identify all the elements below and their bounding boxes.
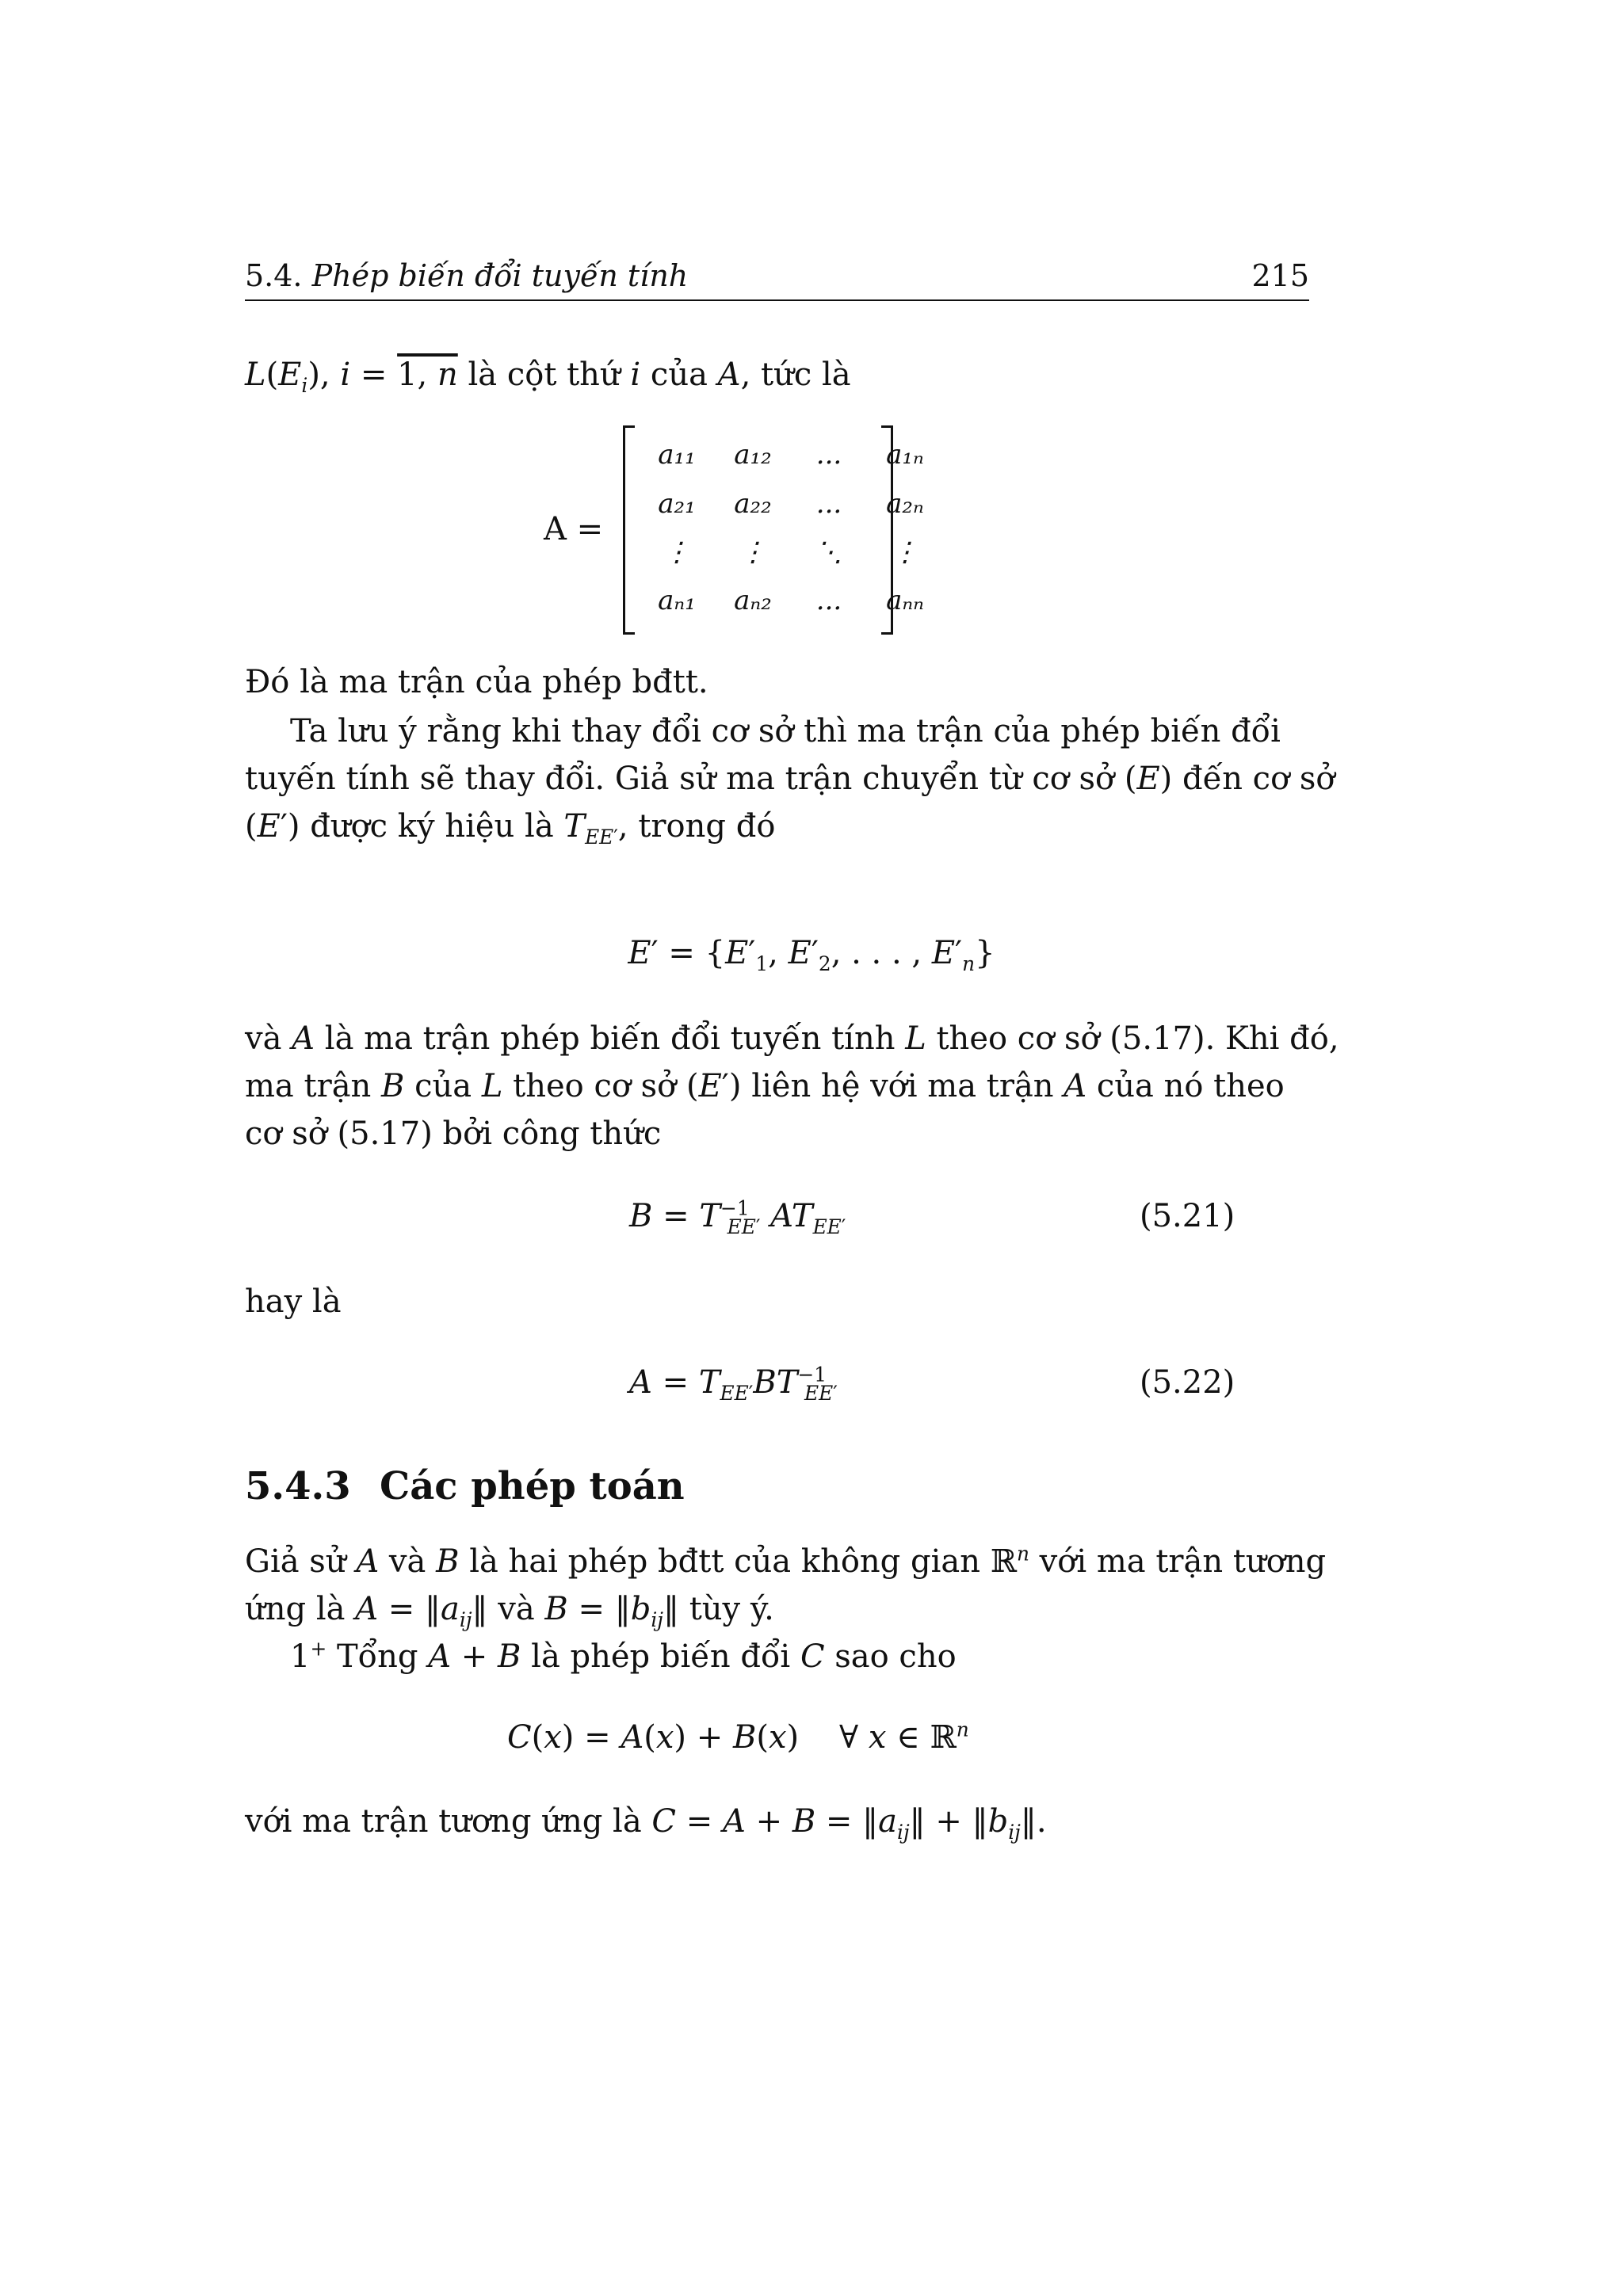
paragraph-line: tuyến tính sẽ thay đổi. Giả sử ma trận chuyển từ cơ sở (E) đến cơ sở	[245, 761, 1335, 797]
running-header	[245, 252, 1309, 301]
section-number: 5.4.3	[245, 1464, 351, 1508]
paragraph-line: Giả sử A và B là hai phép bđtt của không gian ℝ$^n$ với ma trận tương	[245, 1542, 1327, 1580]
matrix-cell: ⋮	[892, 536, 918, 568]
matrix-lhs: A =	[544, 511, 604, 547]
paragraph-line: (E′) được ký hiệu là $T_{EE'}$, trong đó	[245, 808, 776, 849]
matrix-cell: a₂₁	[658, 488, 696, 520]
paragraph-line: ứng là $A = ‖a_{ij}‖$ và $B = ‖b_{ij}‖$ tùy ý.	[245, 1591, 774, 1631]
paragraph-line: Ta lưu ý rằng khi thay đổi cơ sở thì ma trận của phép biến đổi	[290, 713, 1281, 749]
matrix-cell: ...	[815, 488, 842, 520]
matrix-cell: a₁₂	[734, 439, 772, 471]
matrix-entries	[639, 430, 943, 625]
matrix-cell: ⋮	[663, 536, 690, 568]
matrix-a	[544, 425, 924, 631]
paragraph-line: Đó là ma trận của phép bđtt.	[245, 664, 708, 700]
matrix-cell: aₙ₂	[734, 585, 772, 616]
equation-5-21: $B = T^{-1}_{EE'}$ $AT_{EE'}$	[629, 1196, 846, 1238]
equation-5-22: $A = T_{EE'}BT^{-1}_{EE'}$	[629, 1363, 838, 1405]
matrix-cell: a₂₂	[734, 488, 772, 520]
matrix-cell: ⋱	[815, 536, 842, 568]
matrix-cell: aₙₙ	[886, 585, 924, 616]
equation-number: (5.21)	[1140, 1198, 1235, 1234]
matrix-cell: ...	[815, 585, 842, 616]
matrix-cell: aₙ₁	[658, 585, 696, 616]
header-section-number: 5.4.	[245, 258, 303, 293]
matrix-cell: ⋮	[739, 536, 766, 568]
matrix-cell: ...	[815, 439, 842, 471]
paragraph-line: với ma trận tương ứng là $C = A + B = ‖a_{ij}‖$ + $‖b_{ij}‖$.	[245, 1803, 1047, 1844]
matrix-cell: a₁ₙ	[886, 439, 924, 471]
equation-number: (5.22)	[1140, 1364, 1235, 1401]
matrix-cell: a₂ₙ	[886, 488, 924, 520]
paragraph-line: ma trận B của L theo cơ sở (E′) liên hệ với ma trận A của nó theo	[245, 1068, 1285, 1104]
paragraph-line: $L(E_i)$, i = 1, n là cột thứ i của A, tức là	[245, 357, 851, 397]
header-section	[245, 252, 688, 299]
left-bracket	[623, 425, 635, 635]
equation-basis: $E' = \{E'_1$, $E'_2$, . . . , $E'_n$}	[628, 935, 995, 975]
matrix-cell: a₁₁	[658, 439, 696, 471]
page-number: 215	[1251, 258, 1309, 293]
right-bracket	[881, 425, 893, 635]
paragraph-line: và A là ma trận phép biến đổi tuyến tính L theo cơ sở (5.17). Khi đó,	[245, 1020, 1339, 1057]
header-section-title: Phép biến đổi tuyến tính	[311, 258, 689, 293]
section-title: Các phép toán	[380, 1464, 685, 1508]
paragraph-line: hay là	[245, 1283, 342, 1320]
paragraph-line: cơ sở (5.17) bởi công thức	[245, 1116, 662, 1152]
equation-sum: C(x) = A(x) + B(x) ∀ x ∈ ℝ$^n$	[507, 1718, 969, 1756]
paragraph-line: 1+ Tổng A + B là phép biến đổi C sao cho	[290, 1637, 957, 1675]
section-heading	[245, 1464, 685, 1508]
